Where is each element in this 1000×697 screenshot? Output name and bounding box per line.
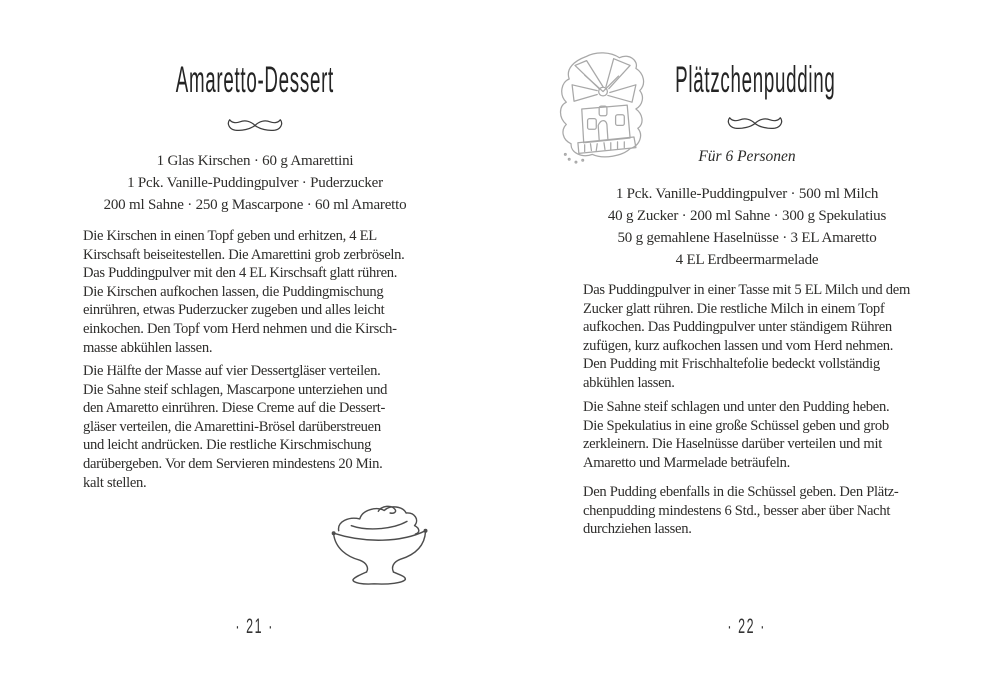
paragraph-line: Amaretto und Marmelade beträufeln. — [583, 454, 790, 471]
recipe-title: Amaretto-Dessert — [175, 58, 335, 101]
page-number-row — [583, 616, 911, 639]
paragraph-line: Die Kirschen aufkochen lassen, die Puddingmischung — [83, 283, 384, 300]
paragraph-line: Die Hälfte der Masse auf vier Dessertgläser verteilen. — [83, 363, 381, 379]
paragraph-line: masse abkühlen lassen. — [83, 339, 213, 356]
mustache-icon — [224, 114, 286, 140]
paragraph-line: Das Puddingpulver mit den 4 EL Kirschsaft glatt rühren. — [83, 265, 398, 282]
paragraph-line: Den Pudding ebenfalls in die Schüssel geben. Den Plätz- — [583, 484, 899, 500]
serving-note: Für 6 Personen — [698, 148, 796, 165]
paragraph-line: Die Spekulatius in eine große Schüssel geben und grob — [583, 417, 889, 434]
paragraph-line: Die Kirschen in einen Topf geben und erhitzen, 4 EL — [83, 228, 377, 244]
ingredient-line: 1 Glas Kirschen · 60 g Amarettini — [156, 153, 354, 169]
paragraph-line: und leicht andrücken. Die restliche Kirschmischung — [83, 437, 372, 454]
dessert-glass-svg — [321, 500, 439, 585]
instructions-paragraph — [583, 483, 911, 539]
paragraph-line: kalt stellen. — [83, 474, 147, 491]
ingredient-line: 50 g gemahlene Haselnüsse · 3 EL Amaretto — [617, 230, 877, 246]
paragraph-line: Den Pudding mit Frischhaltefolie bedeckt vollständig — [583, 356, 880, 373]
paragraph-line: einrühren, etwas Puderzucker zugeben und alles leicht — [83, 302, 385, 319]
instructions-paragraph — [583, 398, 911, 472]
paragraph-line: Die Sahne steif schlagen und unter den Pudding heben. — [583, 399, 890, 415]
paragraph-line: Kirschsaft beiseitestellen. Die Amarettini grob zerbröseln. — [83, 246, 405, 263]
mustache-icon — [724, 112, 786, 138]
mustache-icon-svg — [224, 114, 286, 140]
paragraph-line: gläser verteilen, die Amarettini-Brösel darüberstreuen — [83, 418, 381, 435]
paragraph-line: Zucker glatt rühren. Die restliche Milch in einem Topf — [583, 300, 885, 317]
paragraph-line: aufkochen. Das Puddingpulver unter ständigem Rühren — [583, 319, 892, 336]
paragraph-line: darübergeben. Vor dem Servieren mindestens 20 Min. — [83, 455, 383, 472]
page-number: · 22 · — [727, 616, 767, 639]
ingredients-list — [583, 183, 911, 271]
recipe-title: Plätzchenpudding — [674, 58, 836, 101]
right-title-row — [591, 58, 919, 101]
instructions-paragraph — [83, 227, 427, 357]
left-page — [83, 0, 427, 697]
ingredient-line: 40 g Zucker · 200 ml Sahne · 300 g Spekulatius — [607, 208, 887, 224]
mustache-icon-svg — [724, 112, 786, 138]
paragraph-line: zufügen, kurz aufkochen lassen und vom Herd nehmen. — [583, 337, 894, 354]
ingredient-line: 1 Pck. Vanille-Puddingpulver · Puderzucker — [127, 175, 383, 191]
ingredients-list — [83, 150, 427, 216]
instructions-paragraph — [83, 362, 427, 492]
paragraph-line: chenpudding mindestens 6 Std., besser aber über Nacht — [583, 502, 891, 519]
paragraph-line: einkochen. Den Topf vom Herd nehmen und die Kirsch- — [83, 320, 397, 337]
paragraph-line: den Amaretto einrühren. Diese Creme auf die Dessert- — [83, 400, 386, 417]
paragraph-line: Die Sahne steif schlagen, Mascarpone unterziehen und — [83, 381, 388, 398]
paragraph-line: abkühlen lassen. — [583, 374, 675, 391]
left-title-row — [83, 58, 427, 101]
paragraph-line: Das Puddingpulver in einer Tasse mit 5 EL Milch und dem — [583, 282, 911, 298]
instructions-paragraph — [583, 281, 911, 393]
ingredient-line: 200 ml Sahne · 250 g Mascarpone · 60 ml Amaretto — [103, 197, 407, 213]
ingredient-line: 1 Pck. Vanille-Puddingpulver · 500 ml Milch — [615, 186, 879, 202]
ingredient-line: 4 EL Erdbeermarmelade — [675, 252, 819, 268]
dessert-glass-illustration — [321, 500, 439, 585]
page-number: · 21 · — [235, 616, 275, 639]
paragraph-line: zerkleinern. Die Haselnüsse darüber verteilen und mit — [583, 436, 882, 453]
paragraph-line: durchziehen lassen. — [583, 521, 692, 538]
right-page — [583, 0, 911, 697]
page-number-row — [83, 616, 427, 639]
